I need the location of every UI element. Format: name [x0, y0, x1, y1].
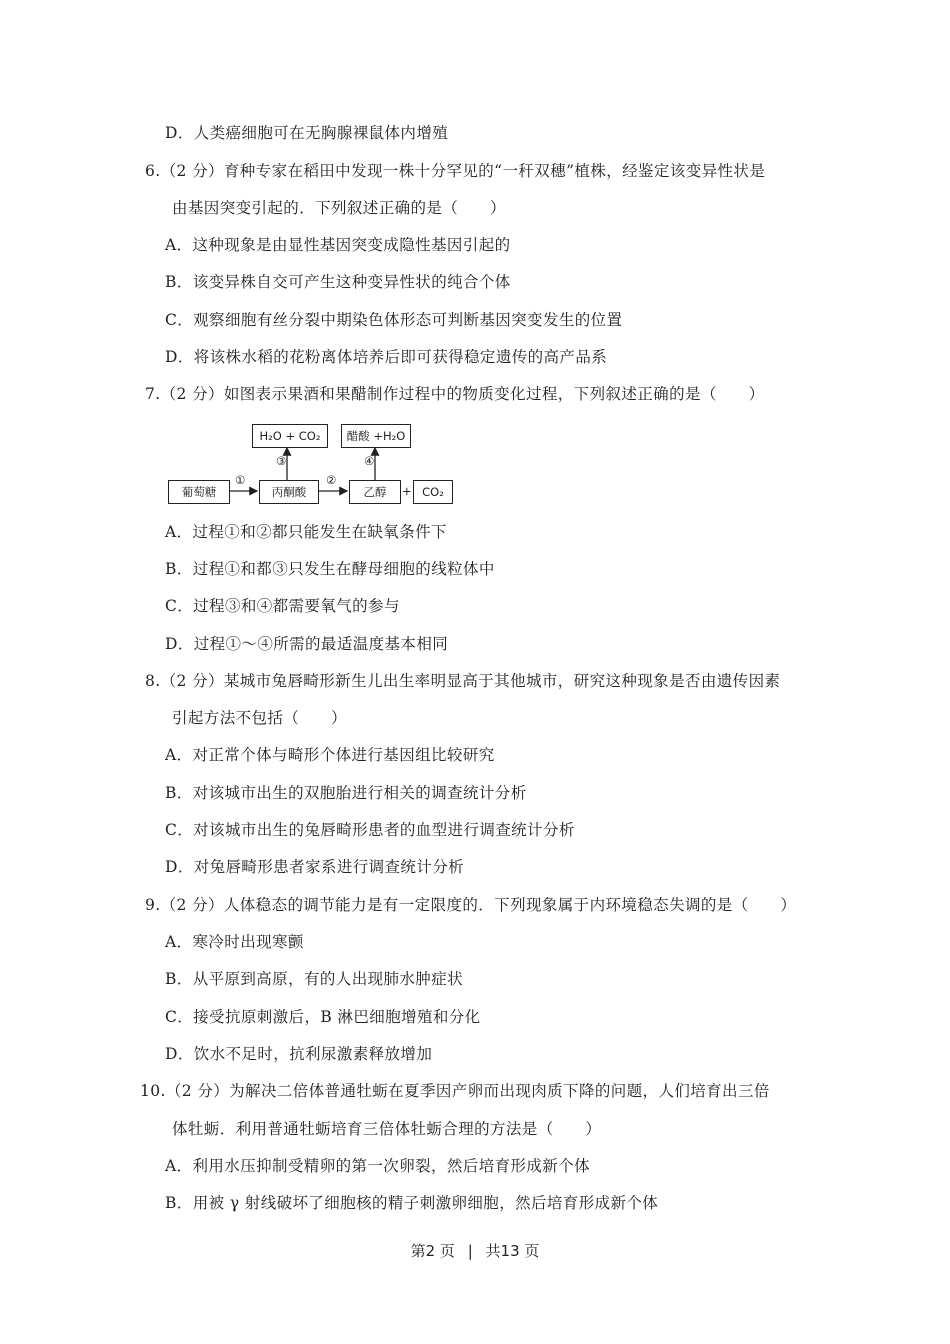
h2o-co2-box: H₂O + CO₂	[252, 424, 328, 448]
step-1-label: ①	[235, 473, 246, 487]
question-9-option-d: D．饮水不足时，抗利尿激素释放增加	[165, 1045, 433, 1063]
question-6-option-d: D．将该株水稻的花粉离体培养后即可获得稳定遗传的高产品系	[165, 348, 608, 366]
plus-sign: +	[402, 484, 412, 498]
question-8-option-c: C．对该城市出生的兔唇畸形患者的血型进行调查统计分析	[165, 821, 575, 839]
page-total: 共13 页	[485, 1242, 540, 1260]
option-5d: D．人类癌细胞可在无胸腺裸鼠体内增殖	[165, 124, 449, 142]
question-6-stem: 6.（2 分）育种专家在稻田中发现一株十分罕见的“一秆双穗”植株，经鉴定该变异性状是	[145, 162, 766, 180]
question-6-option-b: B．该变异株自交可产生这种变异性状的纯合个体	[165, 273, 511, 291]
co2-box: CO₂	[413, 480, 453, 504]
question-7-stem: 7.（2 分）如图表示果酒和果醋制作过程中的物质变化过程，下列叙述正确的是（ ）	[145, 385, 765, 403]
question-7-option-b: B．过程①和都③只发生在酵母细胞的线粒体中	[165, 560, 495, 578]
question-8-stem: 8.（2 分）某城市兔唇畸形新生儿出生率明显高于其他城市，研究这种现象是否由遗传因素	[145, 672, 781, 690]
question-6-stem-cont: 由基因突变引起的．下列叙述正确的是（ ）	[172, 199, 506, 217]
question-6-option-c: C．观察细胞有丝分裂中期染色体形态可判断基因突变发生的位置	[165, 311, 623, 329]
step-4-label: ④	[364, 454, 375, 468]
question-10-stem-cont: 体牡蛎．利用普通牡蛎培育三倍体牡蛎合理的方法是（ ）	[172, 1120, 602, 1138]
question-6-option-a: A．这种现象是由显性基因突变成隐性基因引起的	[165, 236, 511, 254]
page-footer	[0, 1240, 950, 1261]
footer-separator: |	[467, 1242, 473, 1260]
question-8-option-a: A．对正常个体与畸形个体进行基因组比较研究	[165, 746, 495, 764]
page-number: 第2 页	[410, 1242, 455, 1260]
ethanol-box: 乙醇	[349, 480, 401, 504]
pyruvate-box: 丙酮酸	[259, 480, 319, 504]
acetic-acid-box: 醋酸 +H₂O	[341, 424, 411, 448]
question-9-option-b: B．从平原到高原，有的人出现肺水肿症状	[165, 970, 463, 988]
question-8-option-d: D．对兔唇畸形患者家系进行调查统计分析	[165, 858, 465, 876]
step-3-label: ③	[276, 454, 287, 468]
question-8-option-b: B．对该城市出生的双胞胎进行相关的调查统计分析	[165, 784, 527, 802]
question-10-stem: 10.（2 分）为解决二倍体普通牡蛎在夏季因产卵而出现肉质下降的问题，人们培育出三倍	[140, 1082, 770, 1100]
question-10-option-a: A．利用水压抑制受精卵的第一次卵裂，然后培育形成新个体	[165, 1157, 590, 1175]
question-8-stem-cont: 引起方法不包括（ ）	[172, 709, 347, 727]
glucose-box: 葡萄糖	[168, 480, 230, 504]
fermentation-diagram	[165, 418, 455, 510]
step-2-label: ②	[326, 473, 337, 487]
question-7-option-d: D．过程①～④所需的最适温度基本相同	[165, 635, 449, 653]
question-9-stem: 9.（2 分）人体稳态的调节能力是有一定限度的．下列现象属于内环境稳态失调的是（ ）	[145, 896, 797, 914]
question-7-option-c: C．过程③和④都需要氧气的参与	[165, 597, 400, 615]
question-7-option-a: A．过程①和②都只能发生在缺氧条件下	[165, 523, 447, 541]
question-9-option-c: C．接受抗原刺激后，B 淋巴细胞增殖和分化	[165, 1008, 481, 1026]
question-9-option-a: A．寒冷时出现寒颤	[165, 933, 304, 951]
question-10-option-b: B．用被 γ 射线破坏了细胞核的精子刺激卵细胞，然后培育形成新个体	[165, 1194, 659, 1212]
